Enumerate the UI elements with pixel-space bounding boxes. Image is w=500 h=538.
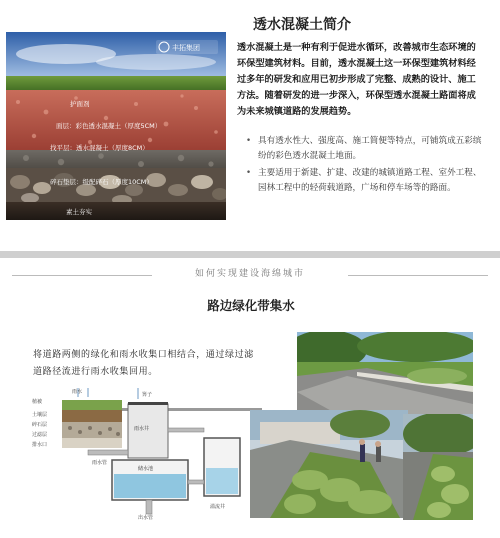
diagram-label-rain: 雨水 bbox=[72, 389, 83, 395]
photo-roadside-greenbelt-image bbox=[297, 332, 473, 414]
bullet-dot-icon: • bbox=[246, 136, 252, 146]
cross-section-illustration bbox=[32, 388, 272, 520]
photo-bioswale-street-image bbox=[250, 410, 408, 518]
diagram-label-grate: 箅子 bbox=[142, 392, 153, 398]
section-title-roadside-greenbelt: 路边绿化带集水 bbox=[207, 298, 295, 313]
header-rule-left bbox=[12, 275, 152, 276]
brand-logo-text: 丰拓集团 bbox=[172, 44, 200, 52]
greenbelt-paragraph: 将道路两侧的绿化和雨水收集口相结合，通过绿过滤道路径流进行雨水收集回用。 bbox=[33, 350, 254, 377]
intro-paragraph: 透水混凝土是一种有利于促进水循环，改善城市生态环境的环保型建筑材料。目前，透水混凝土这一环保型建筑材料经过多年的研发和应用已初步形成了完整、成熟的设计、施工方法。随着研发的进一步深入，环保型透水混凝土路面将成为未来城镇道路的发展趋势。 bbox=[237, 42, 476, 117]
photo-planted-curb-image bbox=[403, 414, 473, 520]
photo-bioswale-street bbox=[250, 410, 408, 518]
diagram-label-filter: 过滤层 bbox=[32, 432, 48, 438]
bullet-text: 主要适用于新建、扩建、改建的城镇道路工程、室外工程、园林工程中的轻荷载道路，广场和停车场等的路面。 bbox=[258, 168, 482, 193]
bullet-item bbox=[246, 134, 488, 164]
layer-label-surface: 面层：彩色透水混凝土（厚度5CM） bbox=[56, 122, 162, 130]
diagram-label-gravel: 碎石层 bbox=[32, 422, 48, 428]
layer-label-subgrade: 素土夯实 bbox=[66, 208, 92, 216]
diagram-label-topsoil: 土壤层 bbox=[32, 412, 48, 418]
header-rule-right bbox=[348, 275, 488, 276]
section-title-pervious-concrete: 透水混凝土简介 bbox=[253, 17, 351, 33]
soil-layers-illustration bbox=[6, 32, 226, 220]
diagram-label-well: 雨水井 bbox=[134, 426, 150, 432]
layer-label-sealant: 护面剂 bbox=[70, 100, 90, 108]
layer-label-leveling: 找平层：透水混凝土（厚度8CM） bbox=[50, 144, 149, 152]
diagram-label-outlet: 出水管 bbox=[138, 515, 154, 520]
layer-label-gravel: 碎石垫层：级配碎石（厚度10CM） bbox=[50, 178, 153, 186]
diagram-label-overflow: 溢流井 bbox=[210, 504, 226, 510]
section-divider-band bbox=[0, 251, 500, 258]
bullet-item bbox=[246, 166, 488, 196]
photo-planted-curb bbox=[403, 414, 473, 520]
sponge-city-header: 如何实现建设海绵城市 bbox=[194, 269, 305, 279]
photo-roadside-greenbelt bbox=[297, 332, 473, 414]
diagram-label-inlet: 排水口 bbox=[32, 442, 48, 448]
diagram-label-storage: 储水池 bbox=[138, 466, 154, 472]
diagram-label-pipe: 雨水管 bbox=[92, 460, 108, 466]
rainwater-collection-diagram bbox=[32, 388, 272, 520]
bullet-dot-icon: • bbox=[246, 168, 252, 178]
bullet-text: 具有透水性大、强度高、施工简便等特点，可铺筑成五彩缤纷的彩色透水混凝土地面。 bbox=[258, 136, 482, 161]
pervious-concrete-layers-image bbox=[6, 32, 226, 220]
diagram-label-plants: 植被 bbox=[32, 399, 43, 405]
